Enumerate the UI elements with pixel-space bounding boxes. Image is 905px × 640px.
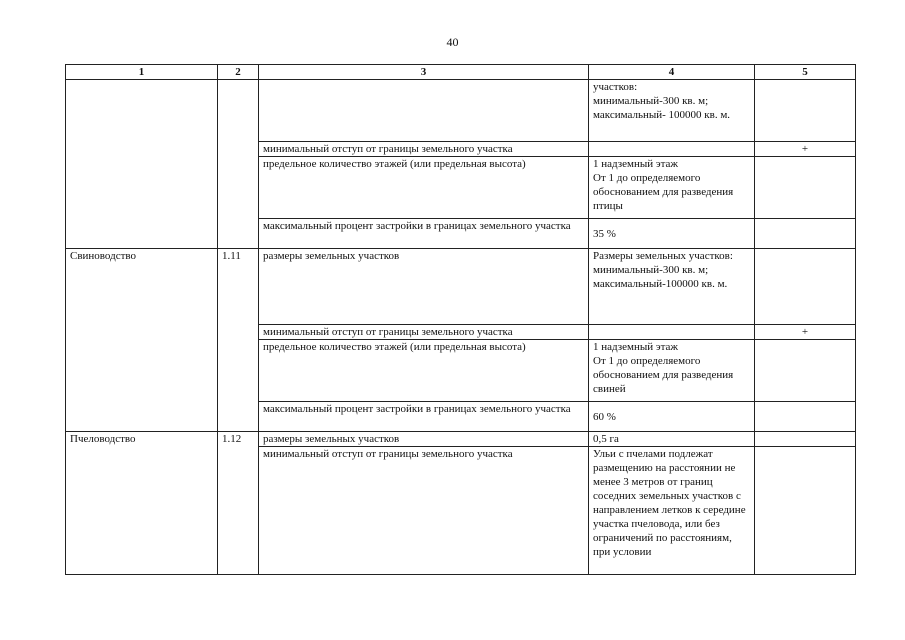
parameter-cell: предельное количество этажей (или предельная высота) [259,340,589,402]
column-header-1: 1 [66,65,218,80]
value-cell [589,325,755,340]
parameter-cell: максимальный процент застройки в границах земельного участка [259,219,589,249]
column-header-4: 4 [589,65,755,80]
parameter-cell: минимальный отступ от границы земельного участка [259,142,589,157]
table-row [66,249,856,325]
mark-cell [755,432,856,447]
parameter-cell: размеры земельных участков [259,432,589,447]
parameter-cell: минимальный отступ от границы земельного участка [259,447,589,575]
mark-cell: + [755,325,856,340]
parameter-cell: максимальный процент застройки в границах земельного участка [259,402,589,432]
use-type-cell: Свиноводство [66,249,218,432]
value-cell: 60 % [589,402,755,432]
code-cell: 1.11 [218,249,259,432]
code-cell: 1.12 [218,432,259,575]
value-cell [589,142,755,157]
parameter-cell: предельное количество этажей (или предельная высота) [259,157,589,219]
value-cell: 35 % [589,219,755,249]
table-row [66,80,856,142]
code-cell [218,80,259,249]
value-cell: Ульи с пчелами подлежат размещению на расстоянии не менее 3 метров от границ соседних земельных участков с направлением летков к середине участка пчеловода, или без ограничений по расстояниям, при условии [589,447,755,575]
mark-cell [755,340,856,402]
table-row [66,432,856,447]
mark-cell: + [755,142,856,157]
value-cell: 1 надземный этаж От 1 до определяемого обоснованием для разведения птицы [589,157,755,219]
use-type-cell: Пчеловодство [66,432,218,575]
parameter-cell: минимальный отступ от границы земельного участка [259,325,589,340]
column-header-2: 2 [218,65,259,80]
value-cell: Размеры земельных участков: минимальный-300 кв. м; максимальный-100000 кв. м. [589,249,755,325]
value-cell: участков: минимальный-300 кв. м; максимальный- 100000 кв. м. [589,80,755,142]
mark-cell [755,249,856,325]
mark-cell [755,402,856,432]
mark-cell [755,447,856,575]
parameter-cell [259,80,589,142]
column-header-5: 5 [755,65,856,80]
mark-cell [755,80,856,142]
mark-cell [755,157,856,219]
column-header-3: 3 [259,65,589,80]
use-type-cell [66,80,218,249]
regulations-table [65,64,856,575]
parameter-cell: размеры земельных участков [259,249,589,325]
value-cell: 1 надземный этаж От 1 до определяемого обоснованием для разведения свиней [589,340,755,402]
mark-cell [755,219,856,249]
page-number: 40 [446,35,459,49]
table-header-row [66,65,856,80]
value-cell: 0,5 га [589,432,755,447]
